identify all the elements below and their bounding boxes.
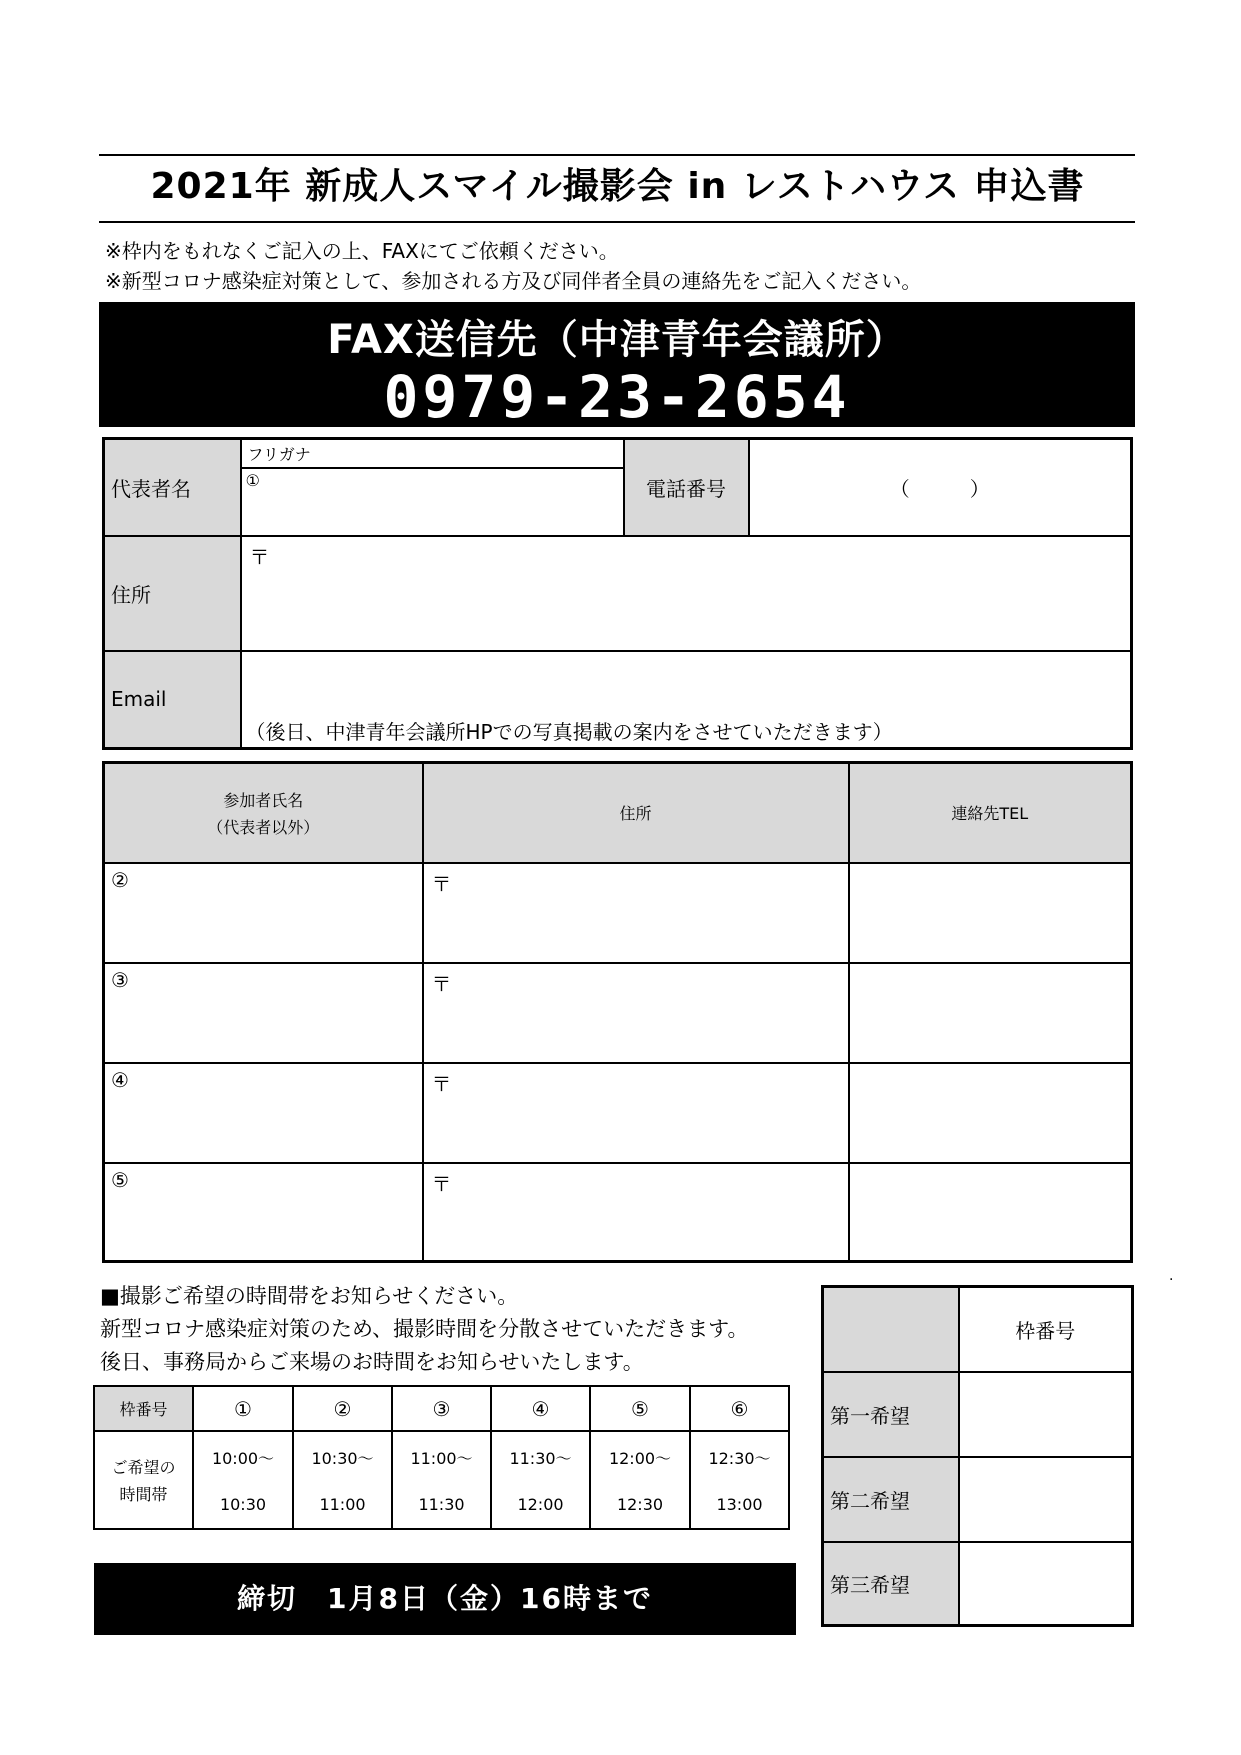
table-row <box>104 863 1132 963</box>
email-note: （後日、中津青年会議所HPでの写真掲載の案内をさせていただきます） <box>245 720 893 744</box>
slot-row-label <box>94 1431 193 1529</box>
rep-name-label: 代表者名 <box>104 439 241 536</box>
fax-label: FAX送信先（中津青年会議所） <box>327 317 907 363</box>
choice-corner <box>823 1287 959 1372</box>
participant-address-field[interactable] <box>423 1063 849 1163</box>
slot-time <box>690 1431 789 1529</box>
slot-end: 12:00 <box>517 1495 564 1514</box>
phone-label: 電話番号 <box>624 439 749 536</box>
slot-row-label-line2: 時間帯 <box>119 1485 168 1504</box>
slot-start: 11:00〜 <box>410 1449 473 1468</box>
deadline-banner: 締切 1月8日（金）16時まで <box>94 1563 796 1635</box>
choice-field-3[interactable] <box>959 1542 1133 1626</box>
participant-number: ② <box>111 867 129 892</box>
slot-start: 11:30〜 <box>509 1449 572 1468</box>
participant-number: ④ <box>111 1067 129 1092</box>
participant-tel-field[interactable] <box>849 863 1132 963</box>
slot-number: ③ <box>392 1386 491 1431</box>
participant-tel-field[interactable] <box>849 1163 1132 1262</box>
slot-start: 10:00〜 <box>211 1449 275 1468</box>
participant-number: ③ <box>111 967 129 992</box>
participant-name-field[interactable] <box>104 1163 423 1262</box>
slot-time <box>491 1431 590 1529</box>
fax-number: 0979-23-2654 <box>383 363 851 431</box>
participant-tel-header: 連絡先TEL <box>849 763 1132 863</box>
page-title: 2021年 新成人スマイル撮影会 in レストハウス 申込書 <box>150 166 1085 207</box>
table-row <box>104 1063 1132 1163</box>
slot-row-label-line1: ご希望の <box>111 1458 176 1477</box>
note-line-1: ※枠内をもれなくご記入の上、FAXにてご依頼ください。 <box>105 239 619 263</box>
slot-time <box>293 1431 392 1529</box>
time-slot-table <box>93 1385 790 1530</box>
address-label: 住所 <box>104 536 241 651</box>
slot-end: 11:30 <box>418 1495 465 1514</box>
participants-table <box>102 761 1133 1263</box>
stray-dot: . <box>1169 1268 1174 1284</box>
furigana-label: フリガナ <box>247 444 311 464</box>
phone-paren: （ ） <box>889 476 990 501</box>
postal-mark: 〒 <box>431 1071 452 1096</box>
rep-name-field[interactable] <box>241 468 624 536</box>
email-label: Email <box>104 651 241 749</box>
slot-time <box>193 1431 293 1529</box>
time-note-3: 後日、事務局からご来場のお時間をお知らせいたします。 <box>100 1350 644 1374</box>
table-row <box>104 963 1132 1063</box>
participant-address-field[interactable] <box>423 863 849 963</box>
note-line-2: ※新型コロナ感染症対策として、参加される方及び同伴者全員の連絡先をご記入ください。 <box>105 269 922 293</box>
participant-address-header: 住所 <box>423 763 849 863</box>
participant-address-field[interactable] <box>423 963 849 1063</box>
slot-number: ⑤ <box>590 1386 690 1431</box>
slot-end: 10:30 <box>219 1495 267 1514</box>
slot-end: 11:00 <box>319 1495 366 1514</box>
slot-start: 12:00〜 <box>608 1449 672 1468</box>
slot-number: ⑥ <box>690 1386 789 1431</box>
participant-tel-field[interactable] <box>849 1063 1132 1163</box>
participant-name-header <box>104 763 423 863</box>
participant-name-field[interactable] <box>104 1063 423 1163</box>
postal-mark: 〒 <box>431 871 452 896</box>
choice-label-3: 第三希望 <box>823 1542 959 1626</box>
representative-table <box>102 437 1133 750</box>
participant-address-field[interactable] <box>423 1163 849 1262</box>
participant-name-header-line2: （代表者以外） <box>207 817 320 837</box>
participant-name-field[interactable] <box>104 863 423 963</box>
time-note-1: ■撮影ご希望の時間帯をお知らせください。 <box>100 1284 519 1308</box>
slot-end: 13:00 <box>716 1495 763 1514</box>
title-top-rule <box>99 154 1135 156</box>
slot-number: ① <box>193 1386 293 1431</box>
rep-number-1: ① <box>245 470 260 490</box>
participant-name-field[interactable] <box>104 963 423 1063</box>
address-field[interactable] <box>241 536 1132 651</box>
postal-mark: 〒 <box>431 1171 452 1196</box>
furigana-field[interactable] <box>241 439 624 468</box>
fax-banner <box>99 302 1135 431</box>
choice-table <box>821 1285 1134 1627</box>
participant-tel-field[interactable] <box>849 963 1132 1063</box>
slot-number: ④ <box>491 1386 590 1431</box>
phone-field[interactable] <box>749 439 1132 536</box>
choice-field-2[interactable] <box>959 1457 1133 1542</box>
choice-label-2: 第二希望 <box>823 1457 959 1542</box>
slot-header-label: 枠番号 <box>94 1386 193 1431</box>
email-field[interactable] <box>241 651 1132 749</box>
choice-label-1: 第一希望 <box>823 1372 959 1457</box>
slot-time <box>590 1431 690 1529</box>
participant-name-header-line1: 参加者氏名 <box>223 790 304 810</box>
choice-header: 枠番号 <box>959 1287 1133 1372</box>
postal-mark: 〒 <box>249 544 270 569</box>
time-note-2: 新型コロナ感染症対策のため、撮影時間を分散させていただきます。 <box>100 1317 749 1341</box>
title-bottom-rule <box>99 221 1135 223</box>
slot-time <box>392 1431 491 1529</box>
choice-field-1[interactable] <box>959 1372 1133 1457</box>
slot-end: 12:30 <box>616 1495 664 1514</box>
participant-number: ⑤ <box>111 1167 129 1192</box>
table-row <box>104 1163 1132 1262</box>
slot-start: 10:30〜 <box>311 1449 374 1468</box>
postal-mark: 〒 <box>431 971 452 996</box>
slot-number: ② <box>293 1386 392 1431</box>
slot-start: 12:30〜 <box>708 1449 771 1468</box>
